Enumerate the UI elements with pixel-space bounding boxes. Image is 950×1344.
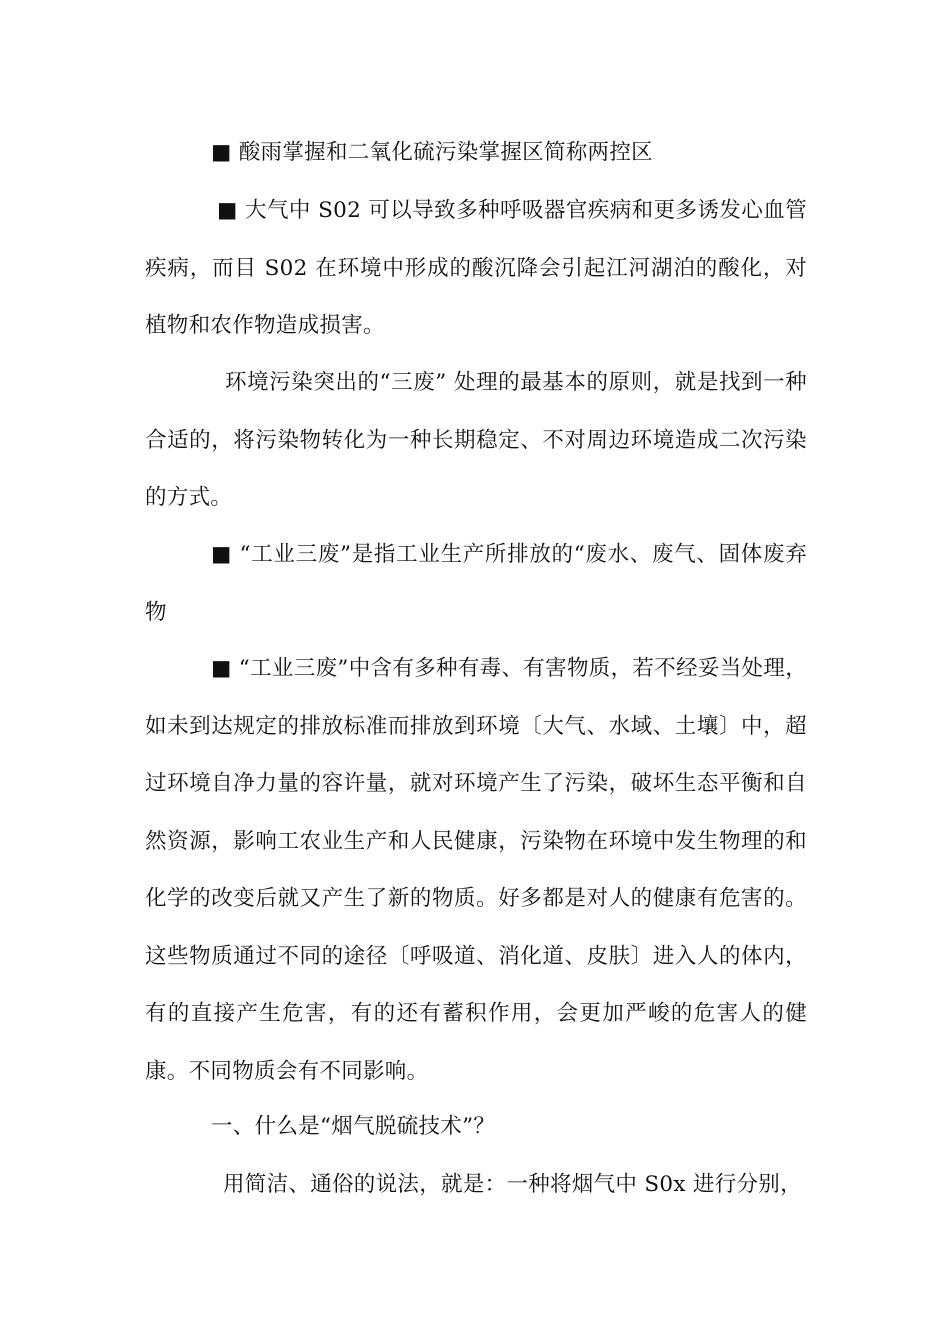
paragraph-three-wastes-principle: 环境污染突出的“三废” 处理的最基本的原则，就是找到一种合适的，将污染物转化为一种长期稳定、不对周边环境造成二次污染的方式。 <box>145 370 807 510</box>
paragraph-fgd-definition: 用简洁、通俗的说法，就是：一种将烟气中 S0x 进行分别， <box>223 1172 802 1197</box>
paragraph-industrial-three-wastes-hazards: ■ “工业三废”中含有多种有毒、有害物质，若不经妥当处理，如未到达规定的排放标准而排放到环境〔大气、水域、土壤〕中，超过环境自净力量的容许量，就对环境产生了污染，破坏生态平衡和自然资源，影响工农业生产和人民健康，污染物在环境中发生物理的和化学的改变后就又产生了新的物质。好多都是对人的健康有危害的。这些物质通过不同的途径〔呼吸道、消化道、皮肤〕进入人的体内，有的直接产生危害，有的还有蓄积作用，会更加严峻的危害人的健康。不同物质会有不同影响。 <box>145 656 807 1084</box>
section-heading-flue-gas-desulfurization: 一、什么是“烟气脱硫技术”？ <box>211 1114 496 1139</box>
paragraph-so2-health-effects: ■ 大气中 S02 可以导致多种呼吸器官疾病和更多诱发心血管疾病，而目 S02 在环境中形成的酸沉降会引起江河湖泊的酸化，对植物和农作物造成损害。 <box>145 198 807 338</box>
paragraph-industrial-three-wastes-definition: ■ “工业三废”是指工业生产所排放的“废水、废气、固体废弃物 <box>145 542 807 625</box>
paragraph-two-control-zones: ■ 酸雨掌握和二氧化硫污染掌握区简称两控区 <box>211 140 653 165</box>
